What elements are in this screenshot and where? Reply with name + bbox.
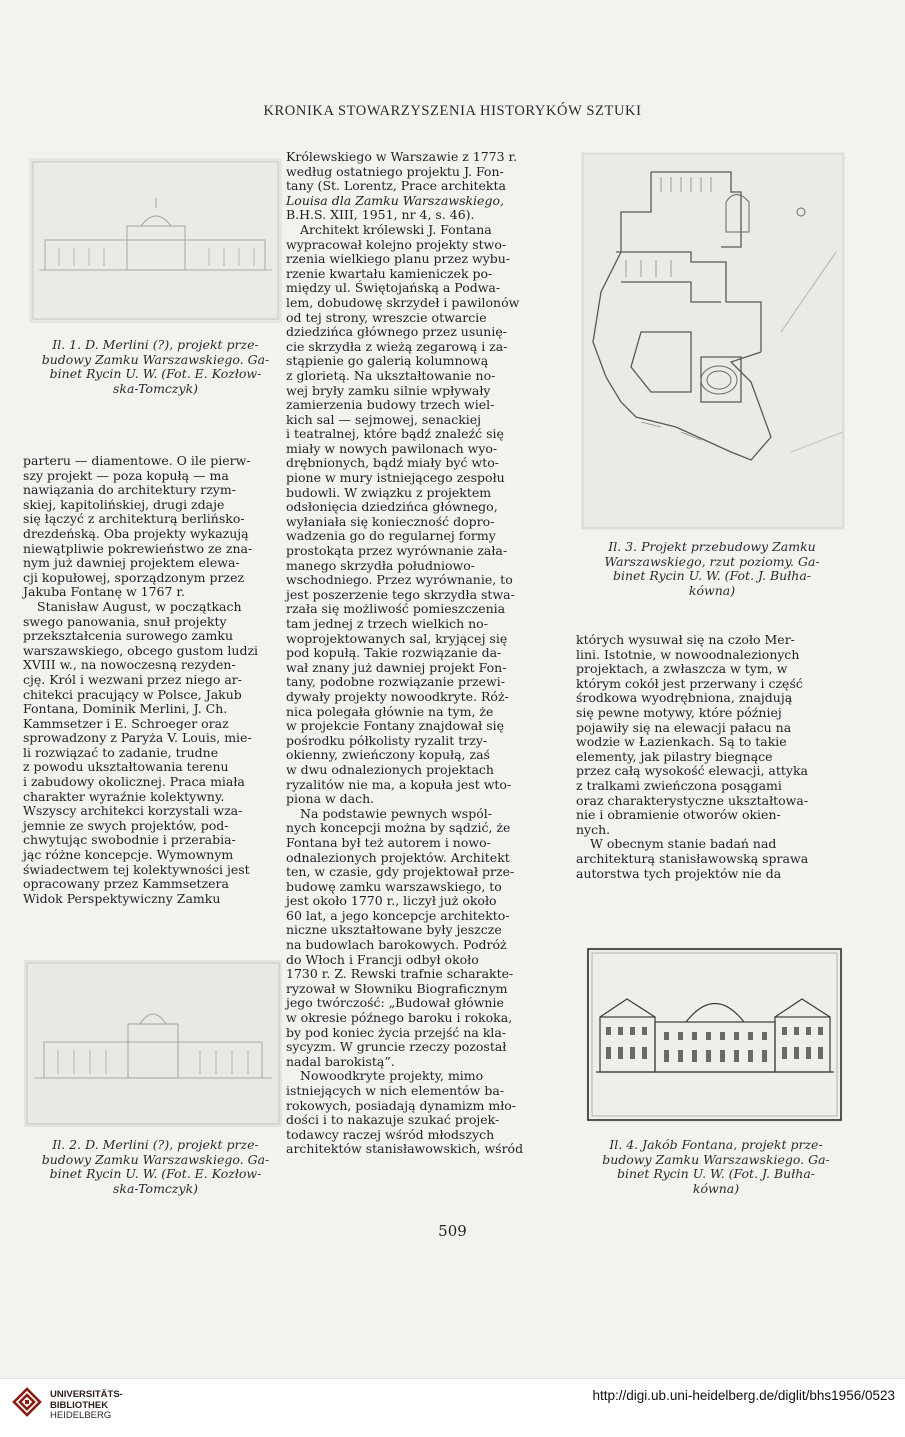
figure-1-sketch [29, 158, 282, 323]
university-library-logo-icon[interactable] [10, 1385, 44, 1423]
figure-2-caption: Il. 2. D. Merlini (?), projekt prze- budowy Zamku Warszawskiego. Ga- binet Rycin U. W. (Fot. E. Kozłow- ska-Tomczyk) [41, 1137, 270, 1196]
figure-3-floor-plan [581, 152, 845, 530]
text-column-middle: Królewskiego w Warszawie z 1773 r. według ostatniego projektu J. Fon- tany (St. Lorentz, Prace architekta Louisa dla Zamku Warszawskiego, B.H.S. XIII, 1951, nr 4, s. 46). Architekt królewski J. Fontana wypracował kolejno projekty stwo- rzenia wielkiego planu przez wybu- rzenie kwartału kamieniczek po- między ul. Świętojańską a Podwa- lem, dobudowę skrzydeł i pawilonów od tej strony, wreszcie otwarcie dziedzińca głównego przez usunię- cie skrzydła z wieżą zegarową i za- stąpienie go galerią kolumnową z glorietą. Na ukształtowanie no- wej bryły zamku silnie wpływały zamierzenia budowy trzech wiel- kich sal — sejmowej, senackiej i teatralnej, które bądź znaleźć się miały w nowych pawilonach wyo- drębnionych, bądź miały być wto- pione w mury istniejącego zespołu budowli. W związku z projektem odsłonięcia dziedzińca głównego, wyłaniała się konieczność dopro- wadzenia go do regularnej formy prostokąta przez wyrównanie zała- manego skrzydła południowo- wschodniego. Przez wyrównanie, to jest poszerzenie tego skrzydła stwa- rzała się możliwość pomieszczenia tam jednej z trzech wielkich no- woprojektowanych sal, kryjącej się pod kopułą. Takie rozwiązanie da- wał znany już dawniej projekt Fon- tany, podobne rozwiązanie przewi- dywały projekty nowoodkryte. Róż- nica polegała głównie na tym, że w projekcie Fontany znajdował się pośrodku półkolisty ryzalit trzy- okienny, zwieńczony kopułą, zaś w dwu odnalezionych projektach ryzalitów nie ma, a kopuła jest wto- piona w dach. Na podstawie pewnych wspól- nych koncepcji można by sądzić, że Fontana był też autorem i nowo- odnalezionych projektów. Architekt ten, w czasie, gdy projektował prze- budowę zamku warszawskiego, to jest około 1770 r., liczył już około 60 lat, a jego koncepcje architekto- niczne ukształtowane były jeszcze na budowlach barokowych. Podróż do Włoch i Francji odbył około 1730 r. Z. Rewski trafnie scharakte- ryzował w Słowniku Biograficznym jego twórczość: „Budował głównie w okresie późnego baroku i rokoka, by pod koniec życia przejść na kla- sycyzm. W gruncie rzeczy pozostał nadal barokistą”. Nowoodkryte projekty, mimo istniejących w nich elementów ba- rokowych, posiadają dynamizm mło- dości i to nakazuje szukać projek- todawcy raczej wśród młodszych architektów stanisławowskich, wśród [286, 149, 524, 1157]
running-head: KRONIKA STOWARZYSZENIA HISTORYKÓW SZTUKI [263, 103, 642, 119]
library-name[interactable]: UNIVERSITÄTS- BIBLIOTHEK HEIDELBERG [50, 1389, 123, 1421]
text-column-right: których wysuwał się na czoło Mer- lini. Istotnie, w nowoodnalezionych projektach, a zwłaszcza w tym, w którym cokół jest przerwany i część środkowa wyodrębniona, znajdują się pewne motywy, które później pojawiły się na elewacji pałacu na wodzie w Łazienkach. Są to takie elementy, jak pilastry biegnące przez całą wysokość elewacji, attyka z tralkami zwieńczona posągami oraz charakterystyczne ukształtowa- nie i obramienie otworów okien- nych. W obecnym stanie badań nad architekturą stanisławowską sprawa autorstwa tych projektów nie da [576, 632, 809, 881]
permalink-url[interactable]: http://digi.ub.uni-heidelberg.de/diglit/bhs1956/0523 [592, 1388, 895, 1403]
page-number: 509 [438, 1222, 467, 1240]
figure-3-caption: Il. 3. Projekt przebudowy Zamku Warszawskiego, rzut poziomy. Ga- binet Rycin U. W. (Fot. J. Bułha- kówna) [604, 539, 820, 598]
figure-4-caption: Il. 4. Jakób Fontana, projekt prze- budowy Zamku Warszawskiego. Ga- binet Rycin U. W. (Fot. J. Bułha- kówna) [602, 1137, 830, 1196]
figure-3-plan-sketch [581, 152, 845, 530]
digital-library-footer [0, 1378, 905, 1437]
text-column-left: parteru — diamentowe. O ile pierw- szy projekt — poza kopułą — ma nawiązania do architektury rzym- skiej, kapitolińskiej, drugi zdaje się łączyć z architekturą berlińsko- drezdeńską. Oba projekty wykazują niewątpliwie pokrewieństwo ze zna- nym już dawniej projektem elewa- cji kopułowej, sporządzonym przez Jakuba Fontanę w 1767 r. Stanisław August, w początkach swego panowania, snuł projekty przekształcenia surowego zamku warszawskiego, obcego gustom ludzi XVIII w., na nowoczesną rezyden- cję. Król i wezwani przez niego ar- chitekci pracujący w Polsce, Jakub Fontana, Dominik Merlini, J. Ch. Kammsetzer i E. Schroeger oraz sprowadzony z Paryża V. Louis, mie- li rozwiązać to zadanie, trudne z powodu ukształtowania terenu i zabudowy okolicznej. Praca miała charakter wyraźnie kolektywny. Wszyscy architekci korzystali wza- jemnie ze swych projektów, pod- chwytując swobodnie i przerabia- jąc różne koncepcje. Wymownym świadectwem tej kolektywności jest opracowany przez Kammsetzera Widok Perspektywiczny Zamku [23, 453, 259, 906]
figure-1-caption: Il. 1. D. Merlini (?), projekt prze- budowy Zamku Warszawskiego. Ga- binet Rycin U. W. (Fot. E. Kozłow- ska-Tomczyk) [41, 337, 270, 396]
figure-2-sketch [24, 960, 282, 1127]
figure-4-sketch [586, 947, 843, 1122]
figure-2-elevation-drawing [24, 960, 282, 1127]
figure-1-elevation-drawing [29, 158, 282, 323]
figure-4-elevation-drawing [586, 947, 843, 1122]
